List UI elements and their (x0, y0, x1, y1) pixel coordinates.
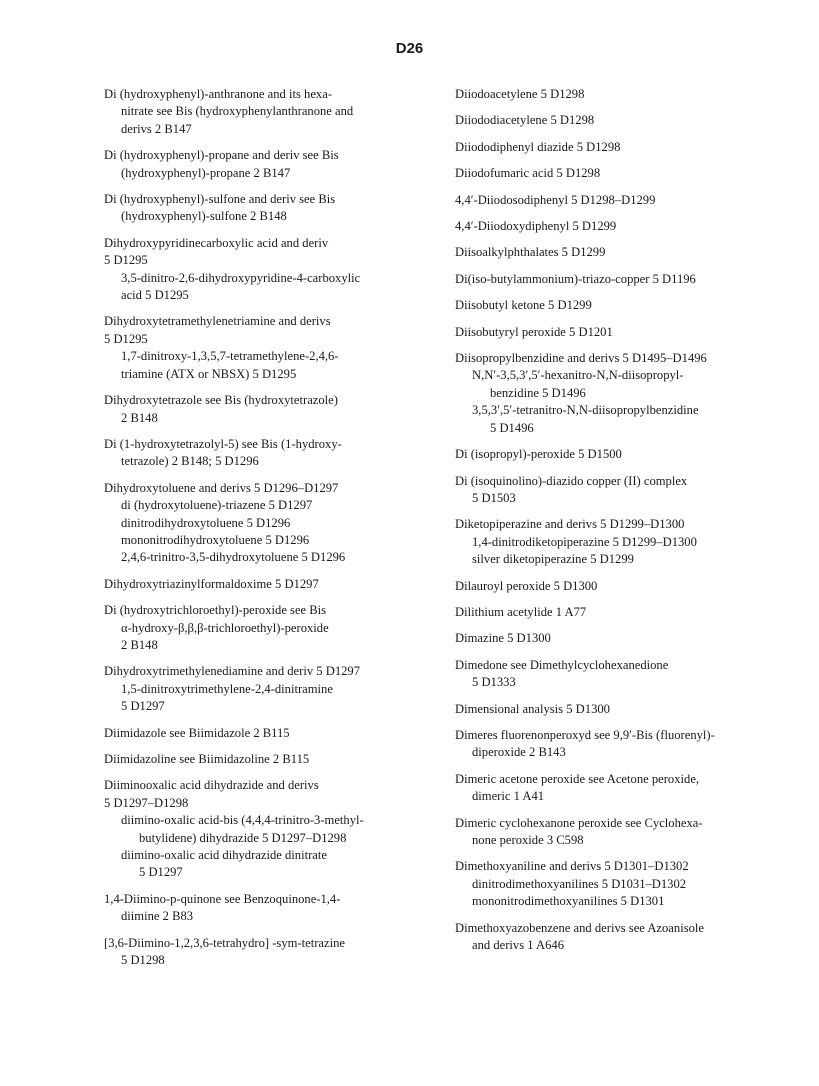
entry-heading: Diketopiperazine and derivs 5 D1299–D1300 (455, 517, 685, 532)
entry-subline: 2 B148 (121, 637, 158, 652)
index-entry (455, 920, 785, 955)
entry-heading: Diisobutyryl peroxide 5 D1201 (455, 324, 613, 339)
index-entry (455, 324, 785, 341)
index-entry (455, 112, 785, 129)
entry-subline: 5 D1333 (472, 675, 516, 690)
index-entry (455, 516, 785, 568)
entry-heading: Dilithium acetylide 1 A77 (455, 604, 587, 619)
index-entry (104, 891, 422, 926)
index-entry (104, 147, 422, 182)
index-entry (455, 727, 785, 762)
index-entry (455, 244, 785, 261)
entry-subline: and derivs 1 A646 (472, 938, 564, 953)
index-entry (455, 604, 785, 621)
index-entry (104, 576, 422, 593)
entry-subline: N,N′-3,5,3′,5′-hexanitro-N,N-diisopropyl- (472, 368, 684, 383)
entry-subline: 5 D1496 (490, 420, 534, 435)
entry-subline: 3,5,3′,5′-tetranitro-N,N-diisopropylbenzidine (472, 403, 699, 418)
entry-heading: Dihydroxytrimethylenediamine and deriv 5 D1297 (104, 664, 361, 679)
entry-heading: Diiminooxalic acid dihydrazide and derivs (104, 778, 319, 793)
index-entry (104, 602, 422, 654)
entry-subline: derivs 2 B147 (121, 121, 192, 136)
entry-heading: 4,4′-Diiodoxydiphenyl 5 D1299 (455, 219, 617, 234)
entry-heading: Dimedone see Dimethylcyclohexanedione (455, 657, 669, 672)
entry-heading: 4,4′-Diiodosodiphenyl 5 D1298–D1299 (455, 192, 656, 207)
index-entry (455, 815, 785, 850)
entry-subline: (hydroxyphenyl)-sulfone 2 B148 (121, 209, 287, 224)
entry-subline: triamine (ATX or NBSX) 5 D1295 (121, 366, 297, 381)
index-entry (104, 313, 422, 383)
entry-subline: (hydroxyphenyl)-propane 2 B147 (121, 165, 291, 180)
entry-subline: 3,5-dinitro-2,6-dihydroxypyridine-4-carboxylic (121, 270, 361, 285)
entry-subline: tetrazole) 2 B148; 5 D1296 (121, 454, 259, 469)
index-entry (455, 165, 785, 182)
index-column-left (104, 86, 422, 978)
entry-subline: acid 5 D1295 (121, 288, 189, 303)
index-entry (455, 297, 785, 314)
entry-subline: nitrate see Bis (hydroxyphenylanthranone and (121, 104, 354, 119)
index-entry (104, 436, 422, 471)
entry-heading: Di (hydroxyphenyl)-anthranone and its hexa- (104, 87, 333, 101)
index-entry (104, 751, 422, 768)
entry-heading: Dihydroxytetrazole see Bis (hydroxytetrazole) (104, 393, 338, 408)
index-entry (455, 350, 785, 437)
entry-subline: none peroxide 3 C598 (472, 833, 584, 847)
entry-heading: Di (1-hydroxytetrazolyl-5) see Bis (1-hydroxy- (104, 436, 342, 451)
index-entry (455, 86, 785, 103)
entry-subline: 5 D1295 (104, 253, 148, 268)
entry-subline: 5 D1295 (104, 331, 148, 346)
index-entry (455, 701, 785, 718)
index-entry (455, 446, 785, 463)
entry-subline: 5 D1297–D1298 (104, 795, 189, 810)
entry-subline: α-hydroxy-β,β,β-trichloroethyl)-peroxide (121, 620, 329, 635)
entry-heading: Diiododiacetylene 5 D1298 (455, 113, 595, 128)
entry-subline: 5 D1503 (472, 490, 516, 505)
entry-subline: 5 D1298 (121, 953, 165, 968)
entry-subline: dimeric 1 A41 (472, 789, 545, 804)
entry-heading: Diimidazole see Biimidazole 2 B115 (104, 725, 290, 740)
index-entry (104, 777, 422, 881)
entry-subline: diimino-oxalic acid-bis (4,4,4-trinitro-3-methyl- (121, 813, 364, 828)
entry-heading: Dimeric cyclohexanone peroxide see Cyclohexa- (455, 815, 703, 830)
index-entry (455, 657, 785, 692)
entry-subline: silver diketopiperazine 5 D1299 (472, 552, 634, 567)
entry-heading: 1,4-Diimino-p-quinone see Benzoquinone-1,4- (104, 891, 341, 906)
index-entry (455, 771, 785, 806)
entry-heading: Dihydroxypyridinecarboxylic acid and deriv (104, 235, 329, 250)
entry-subline: mononitrodimethoxyanilines 5 D1301 (472, 894, 665, 909)
entry-subline: 5 D1297 (121, 699, 165, 714)
index-entry (455, 192, 785, 209)
entry-heading: Dimazine 5 D1300 (455, 631, 551, 646)
entry-heading: Dilauroyl peroxide 5 D1300 (455, 578, 598, 593)
index-entry (455, 630, 785, 647)
entry-heading: Diisoalkylphthalates 5 D1299 (455, 245, 606, 260)
index-entry (104, 86, 422, 138)
entry-heading: Diiodoacetylene 5 D1298 (455, 87, 585, 101)
entry-subline: 1,4-dinitrodiketopiperazine 5 D1299–D1300 (472, 534, 697, 549)
entry-heading: Di (isopropyl)-peroxide 5 D1500 (455, 447, 622, 462)
entry-subline: 2,4,6-trinitro-3,5-dihydroxytoluene 5 D1296 (121, 550, 346, 565)
entry-heading: Di (hydroxyphenyl)-propane and deriv see Bis (104, 148, 339, 163)
entry-subline: 2 B148 (121, 410, 158, 425)
index-entry (104, 480, 422, 567)
entry-subline: diimine 2 B83 (121, 909, 194, 924)
entry-subline: mononitrodihydroxytoluene 5 D1296 (121, 532, 310, 547)
entry-subline: diimino-oxalic acid dihydrazide dinitrate (121, 848, 327, 863)
entry-subline: 5 D1297 (139, 865, 183, 880)
entry-heading: Diisopropylbenzidine and derivs 5 D1495–D1496 (455, 351, 707, 366)
entry-heading: Dihydroxytriazinylformaldoxime 5 D1297 (104, 576, 319, 591)
entry-subline: 1,5-dinitroxytrimethylene-2,4-dinitramine (121, 681, 333, 696)
entry-heading: Dimensional analysis 5 D1300 (455, 701, 610, 716)
index-entry (455, 271, 785, 288)
index-entry (104, 191, 422, 226)
page-label: D26 (395, 40, 424, 57)
index-entry (104, 235, 422, 305)
index-entry (455, 218, 785, 235)
entry-subline: diperoxide 2 B143 (472, 745, 566, 760)
index-entry (104, 935, 422, 970)
index-entry (104, 663, 422, 715)
index-entry (455, 139, 785, 156)
entry-subline: benzidine 5 D1496 (490, 385, 586, 400)
entry-subline: di (hydroxytoluene)-triazene 5 D1297 (121, 498, 313, 513)
entry-heading: Dimethoxyaniline and derivs 5 D1301–D1302 (455, 859, 689, 874)
entry-subline: dinitrodihydroxytoluene 5 D1296 (121, 515, 291, 530)
entry-heading: Diimidazoline see Biimidazoline 2 B115 (104, 752, 310, 766)
entry-heading: Dimethoxyazobenzene and derivs see Azoanisole (455, 920, 704, 935)
index-entry (455, 473, 785, 508)
entry-heading: [3,6-Diimino-1,2,3,6-tetrahydro] -sym-tetrazine (104, 935, 345, 950)
index-entry (104, 392, 422, 427)
entry-heading: Dimeric acetone peroxide see Acetone peroxide, (455, 771, 700, 786)
entry-subline: butylidene) dihydrazide 5 D1297–D1298 (139, 830, 347, 845)
entry-heading: Di (hydroxyphenyl)-sulfone and deriv see Bis (104, 192, 336, 207)
index-entry (104, 725, 422, 742)
index-column-right (455, 86, 785, 963)
entry-heading: Dihydroxytoluene and derivs 5 D1296–D1297 (104, 480, 339, 495)
entry-heading: Dimeres fluorenonperoxyd see 9,9′-Bis (fluorenyl)- (455, 727, 715, 742)
entry-heading: Diisobutyl ketone 5 D1299 (455, 298, 592, 313)
entry-heading: Di (hydroxytrichloroethyl)-peroxide see Bis (104, 603, 327, 618)
entry-heading: Diiodofumaric acid 5 D1298 (455, 166, 601, 181)
entry-heading: Diiododiphenyl diazide 5 D1298 (455, 139, 621, 154)
index-entry (455, 858, 785, 910)
entry-heading: Dihydroxytetramethylenetriamine and derivs (104, 314, 331, 329)
entry-heading: Di (isoquinolino)-diazido copper (II) complex (455, 473, 688, 488)
index-entry (455, 578, 785, 595)
entry-subline: dinitrodimethoxyanilines 5 D1031–D1302 (472, 876, 687, 891)
entry-heading: Di(iso-butylammonium)-triazo-copper 5 D1196 (455, 271, 696, 286)
entry-subline: 1,7-dinitroxy-1,3,5,7-tetramethylene-2,4,6- (121, 349, 339, 364)
